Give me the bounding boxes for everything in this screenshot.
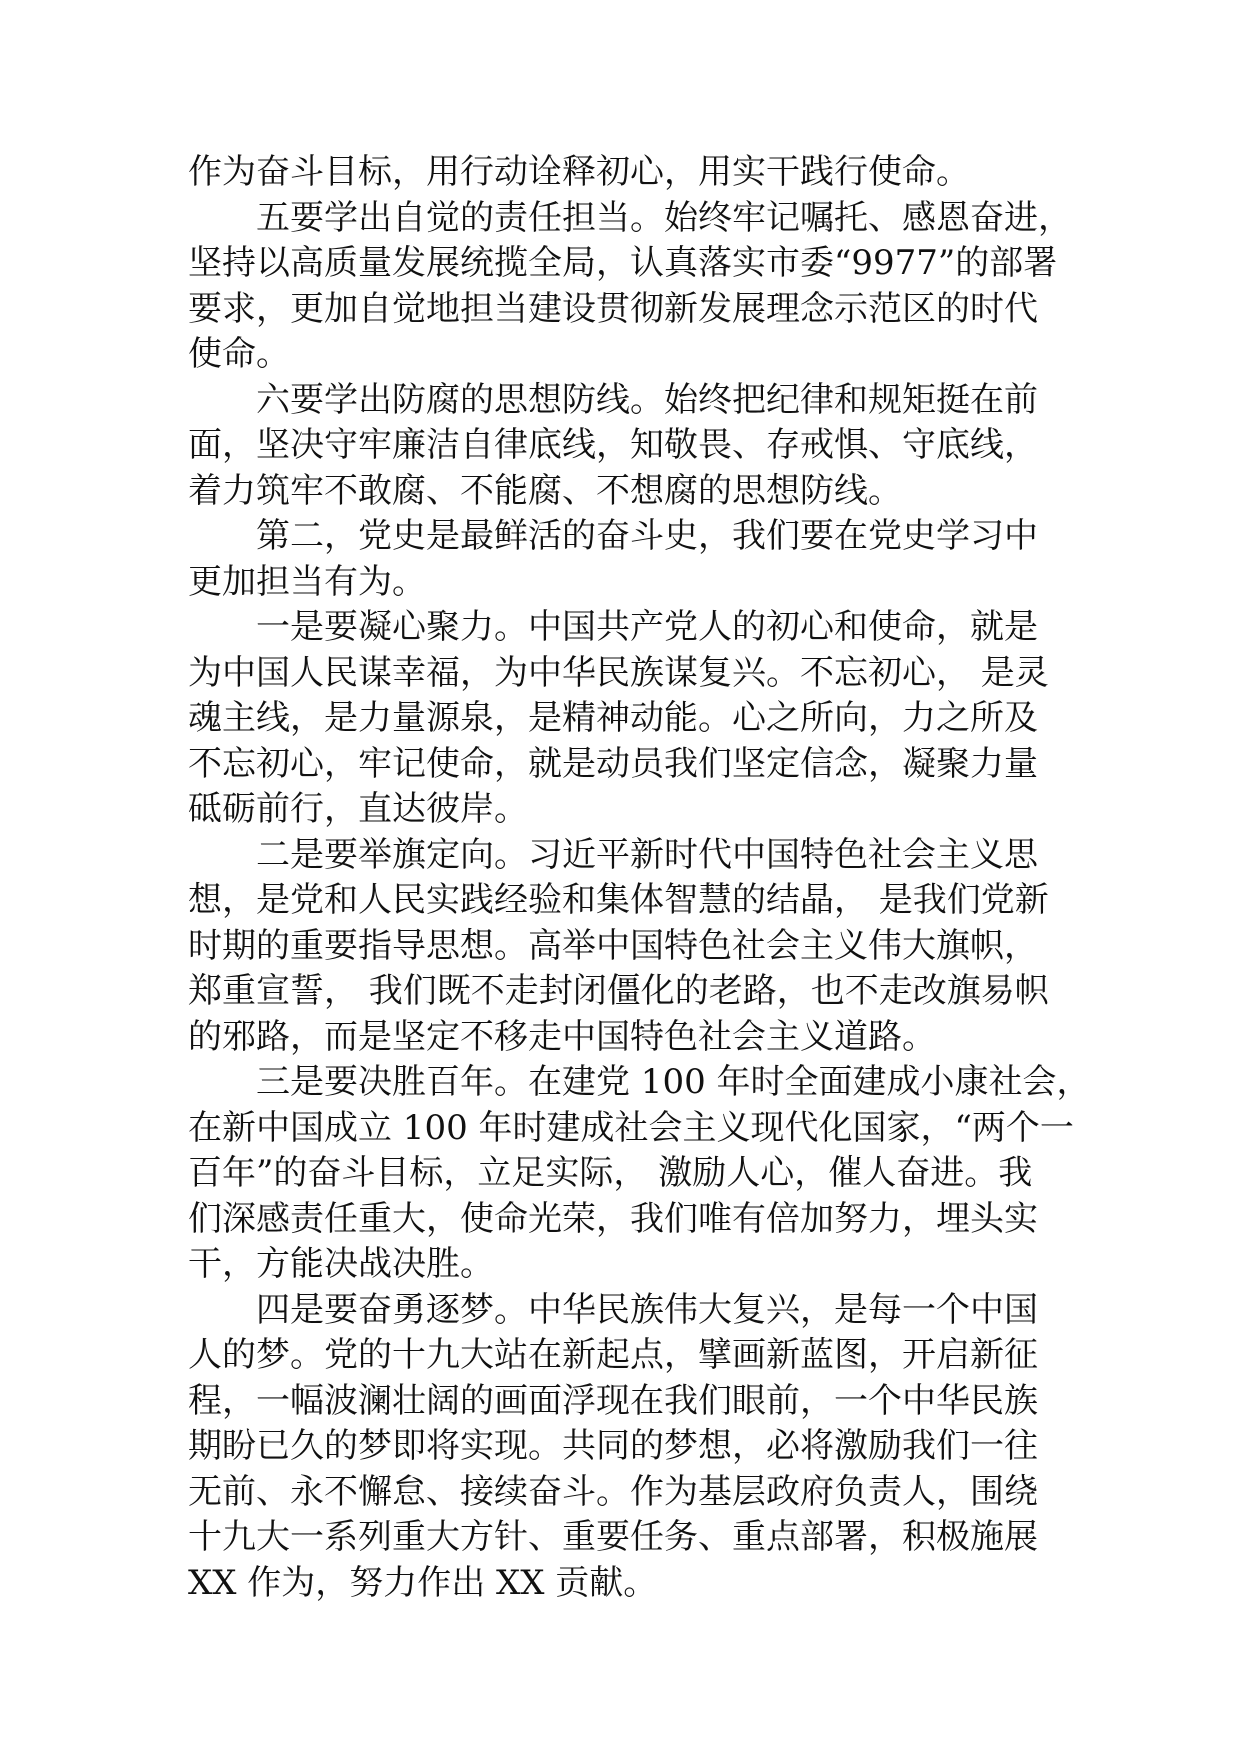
text-line: 砥砺前行，直达彼岸。 (188, 789, 528, 829)
text-line: 干，方能决战决胜。 (188, 1244, 494, 1284)
text-line: 作为奋斗目标，用行动诠释初心，用实干践行使命。 (188, 152, 970, 192)
text-line: 为中国人民谋幸福，为中华民族谋复兴。不忘初心， 是灵 (188, 652, 1049, 693)
text-line: 百年”的奋斗目标，立足实际， 激励人心，催人奋进。我 (188, 1153, 1033, 1193)
text-line: 的邪路，而是坚定不移走中国特色社会主义道路。 (188, 1016, 936, 1057)
text-line: 在新中国成立 100 年时建成社会主义现代化国家，“两个一 (188, 1107, 1074, 1148)
text-line: 四是要奋勇逐梦。中华民族伟大复兴，是每一个中国 (256, 1289, 1038, 1330)
text-line: 无前、永不懈怠、接续奋斗。作为基层政府负责人，围绕 (188, 1471, 1038, 1512)
body-text (188, 150, 1091, 1606)
text-line: 坚持以高质量发展统揽全局，认真落实市委“9977”的部署 (188, 243, 1058, 283)
text-line: 面，坚决守牢廉洁自律底线，知敬畏、存戒惧、守底线， (188, 425, 1038, 465)
text-line: 着力筑牢不敢腐、不能腐、不想腐的思想防线。 (188, 470, 902, 511)
text-line: 魂主线，是力量源泉，是精神动能。心之所向，力之所及 (188, 698, 1038, 738)
text-line: 六要学出防腐的思想防线。始终把纪律和规矩挺在前 (256, 379, 1038, 420)
text-line: 更加担当有为。 (188, 561, 426, 602)
text-line: 程，一幅波澜壮阔的画面浮现在我们眼前，一个中华民族 (188, 1380, 1038, 1421)
text-line: 人的梦。党的十九大站在新起点，擘画新蓝图，开启新征 (188, 1335, 1038, 1375)
text-line: 要求，更加自觉地担当建设贯彻新发展理念示范区的时代 (188, 288, 1038, 329)
text-line: 想，是党和人民实践经验和集体智慧的结晶， 是我们党新 (188, 880, 1049, 920)
text-line: 郑重宣誓， 我们既不走封闭僵化的老路，也不走改旗易帜 (188, 971, 1049, 1011)
text-line: 使命。 (188, 334, 290, 374)
text-line: 时期的重要指导思想。高举中国特色社会主义伟大旗帜， (188, 925, 1038, 966)
text-line: XX 作为，努力作出 XX 贡献。 (188, 1562, 658, 1603)
text-line: 期盼已久的梦即将实现。共同的梦想，必将激励我们一往 (188, 1426, 1038, 1466)
text-line: 第二，党史是最鲜活的奋斗史，我们要在党史学习中 (256, 516, 1038, 556)
text-line: 不忘初心，牢记使命，就是动员我们坚定信念，凝聚力量 (188, 743, 1038, 784)
text-line: 二是要举旗定向。习近平新时代中国特色社会主义思 (256, 834, 1038, 875)
text-line: 五要学出自觉的责任担当。始终牢记嘱托、感恩奋进， (256, 197, 1072, 238)
text-line: 十九大一系列重大方针、重要任务、重点部署，积极施展 (188, 1517, 1038, 1557)
text-line: 三是要决胜百年。在建党 100 年时全面建成小康社会， (256, 1062, 1091, 1102)
text-line: 们深感责任重大，使命光荣，我们唯有倍加努力，埋头实 (188, 1198, 1038, 1239)
text-line: 一是要凝心聚力。中国共产党人的初心和使命，就是 (256, 607, 1038, 647)
